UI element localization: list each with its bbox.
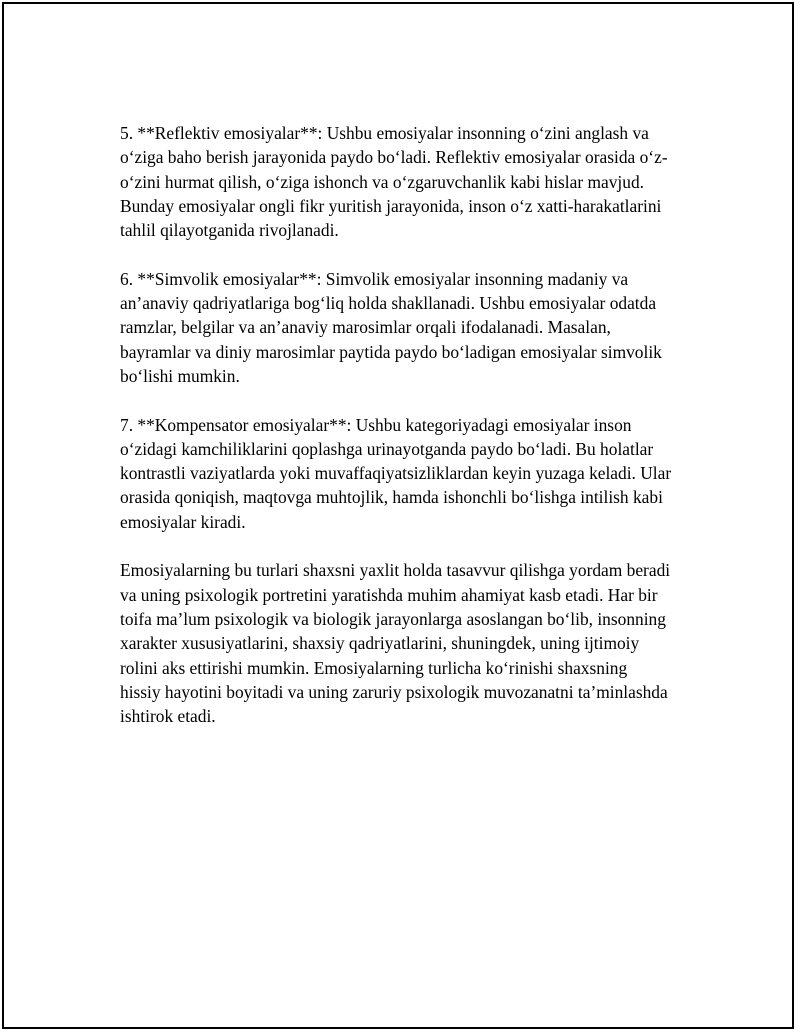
paragraph-reflektiv-emosiyalar: 5. **Reflektiv emosiyalar**: Ushbu emosiyalar insonning o‘zini anglash va o‘ziga baho berish jarayonida paydo bo‘ladi. Reflektiv emosiyalar orasida o‘z-o‘zini hurmat qilish, o‘ziga ishonch va o‘zgaruvchanlik kabi hislar mavjud. Bunday emosiyalar ongli fikr yuritish jarayonida, inson o‘z xatti-harakatlarini tahlil qilayotganida rivojlanadi. bbox=[120, 123, 668, 241]
document-page bbox=[2, 2, 794, 1029]
document-body bbox=[120, 121, 672, 728]
paragraph-conclusion: Emosiyalarning bu turlari shaxsni yaxlit holda tasavvur qilishga yordam beradi va uning psixologik portretini yaratishda muhim ahamiyat kasb etadi. Har bir toifa ma’lum psixologik va biologik jarayonlarga asoslangan bo‘lib, insonning xarakter xususiyatlarini, shaxsiy qadriyatlarini, shuningdek, uning ijtimoiy rolini aks ettirishi mumkin. Emosiyalarning turlicha ko‘rinishi shaxsning hissiy hayotini boyitadi va uning zaruriy psixologik muvozanatni ta’minlashda ishtirok etadi. bbox=[120, 560, 671, 727]
paragraph-kompensator-emosiyalar: 7. **Kompensator emosiyalar**: Ushbu kategoriyadagi emosiyalar inson o‘zidagi kamchiliklarini qoplashga urinayotganda paydo bo‘ladi. Bu holatlar kontrastli vaziyatlarda yoki muvaffaqiyatsizliklardan keyin yuzaga keladi. Ular orasida qoniqish, maqtovga muhtojlik, hamda ishonchli bo‘lishga intilish kabi emosiyalar kiradi. bbox=[120, 414, 672, 532]
paragraph-simvolik-emosiyalar: 6. **Simvolik emosiyalar**: Simvolik emosiyalar insonning madaniy va an’anaviy qadriyatlariga bog‘liq holda shakllanadi. Ushbu emosiyalar odatda ramzlar, belgilar va an’anaviy marosimlar orqali ifodalanadi. Masalan, bayramlar va diniy marosimlar paytida paydo bo‘ladigan emosiyalar simvolik bo‘lishi mumkin. bbox=[120, 268, 662, 386]
